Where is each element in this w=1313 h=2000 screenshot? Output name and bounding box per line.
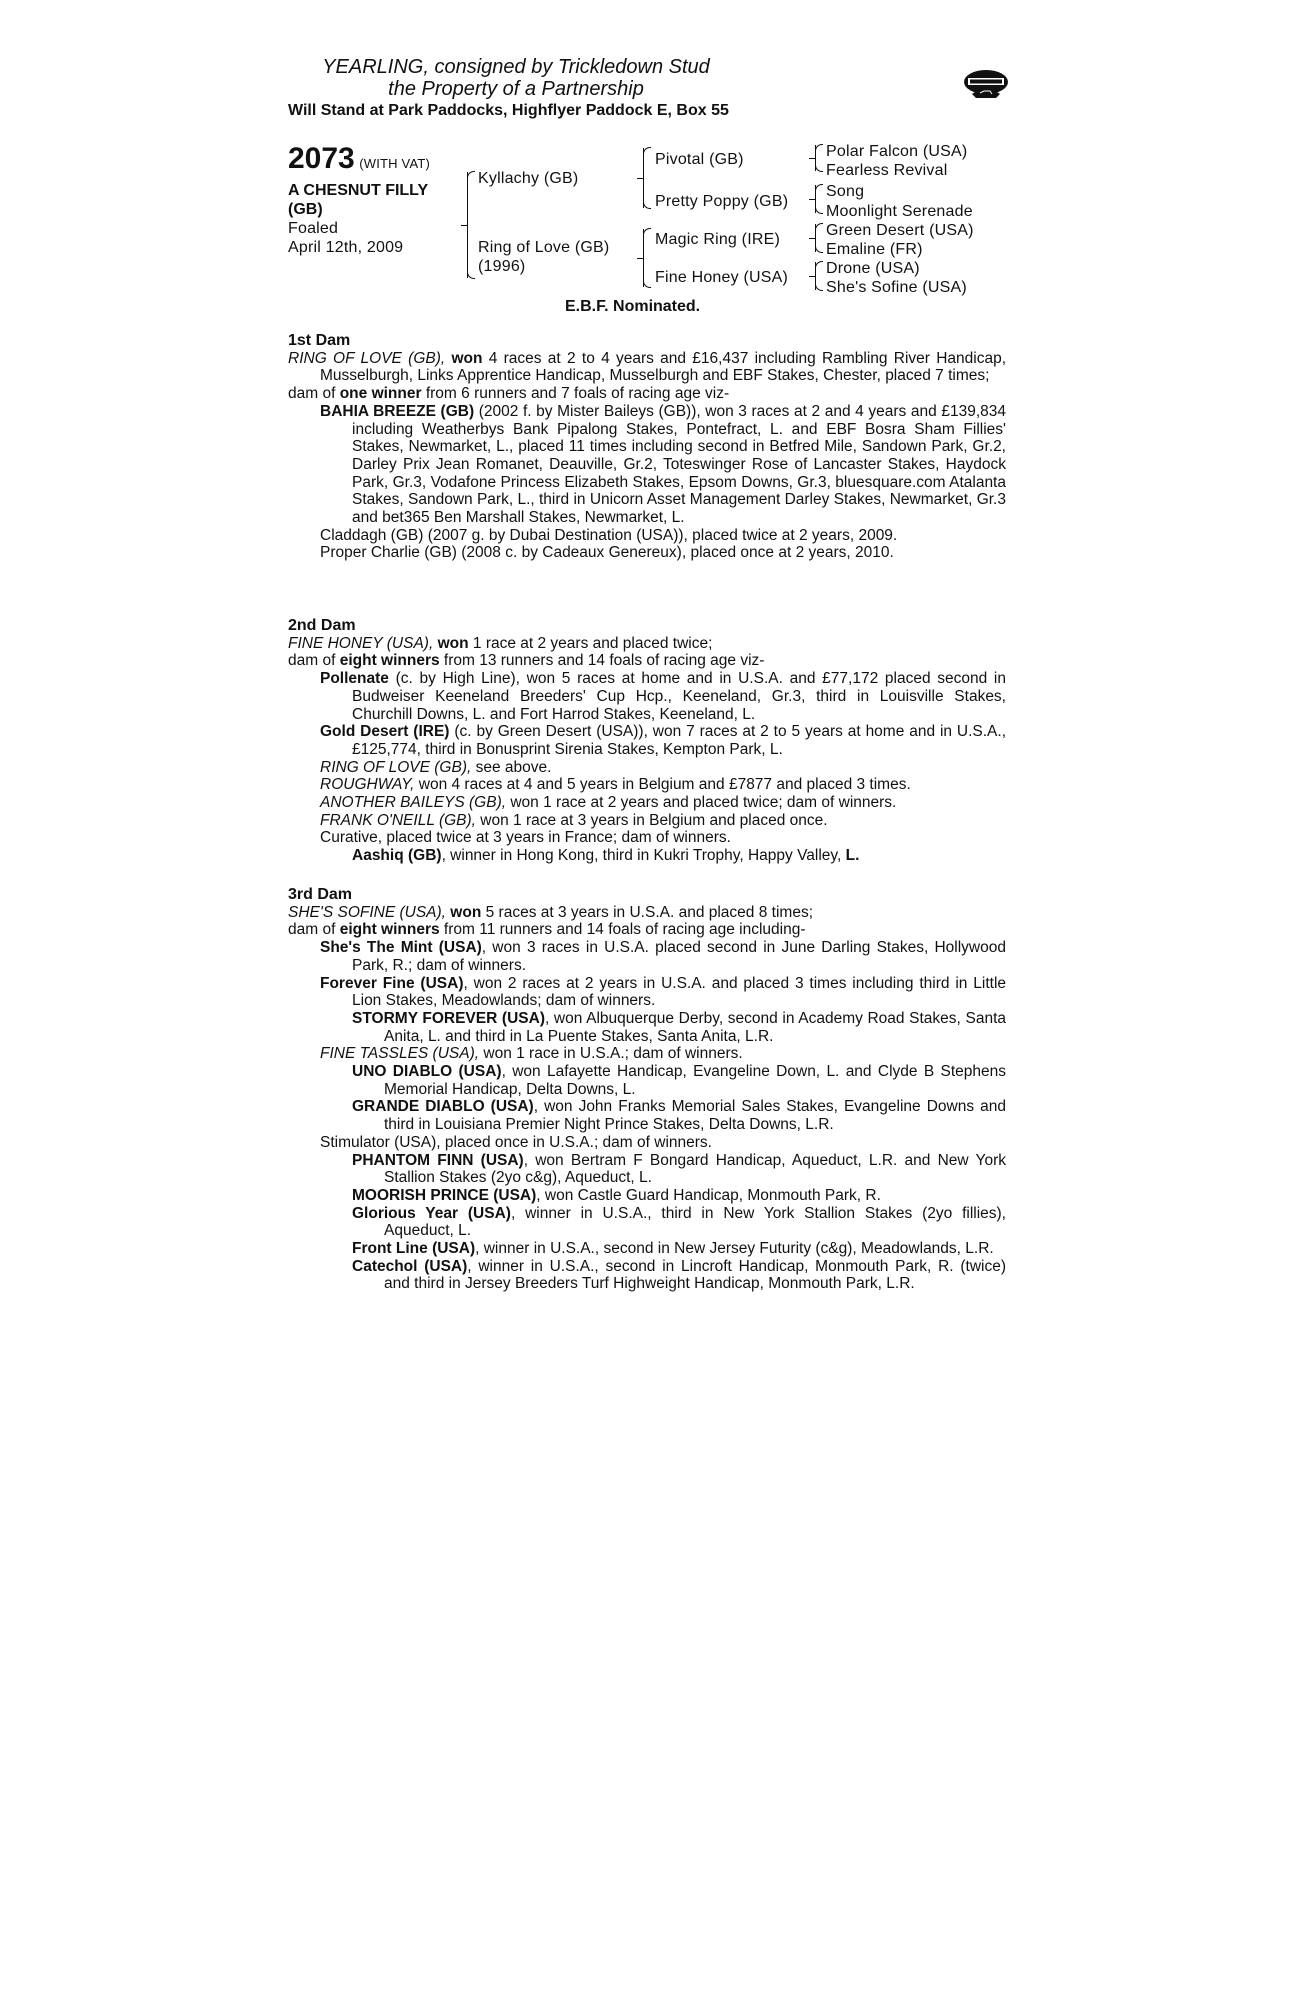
pedigree-g8: She's Sofine (USA) bbox=[826, 279, 967, 296]
section-first-dam bbox=[288, 332, 1006, 562]
produce-record: , won 2 races at 2 years in U.S.A. and placed 3 times including third in Little Lion Stakes, Meadowlands; dam of winners. bbox=[352, 974, 1007, 1010]
lot-number-line bbox=[288, 142, 430, 176]
produce-entry bbox=[288, 794, 1006, 812]
pedigree-brace-g1 bbox=[815, 145, 816, 171]
produce-name: Pollenate bbox=[320, 670, 389, 688]
grand-produce-entry bbox=[288, 1240, 1006, 1258]
produce-entry bbox=[288, 670, 1006, 723]
dam-name: RING OF LOVE (GB), bbox=[288, 349, 446, 367]
grand-produce-entry bbox=[288, 1205, 1006, 1240]
race-record-text: 4 races at 2 to 4 years and £16,437 including Rambling River Handicap, Musselburgh, Links Apprentice Handicap, Musselburgh and EBF Stakes, Chester, placed 7 times; bbox=[320, 349, 1007, 385]
pedigree-dam-dam: Fine Honey (USA) bbox=[655, 269, 789, 286]
produce-name: Catechol (USA) bbox=[352, 1257, 468, 1275]
runners-summary: from 13 runners and 14 foals of racing age viz- bbox=[443, 652, 765, 670]
produce-name: Front Line (USA) bbox=[352, 1240, 476, 1258]
dam-name: FINE HONEY (USA), bbox=[288, 634, 434, 652]
produce-name: PHANTOM FINN (USA) bbox=[352, 1151, 524, 1169]
pedigree-brace-dam bbox=[643, 229, 644, 287]
dam-of-label: dam of bbox=[288, 385, 336, 403]
dam-of-label: dam of bbox=[288, 921, 336, 939]
produce-entry bbox=[288, 939, 1006, 974]
won-label: won bbox=[437, 634, 469, 652]
won-label: won bbox=[451, 349, 483, 367]
grand-produce-entry bbox=[288, 1010, 1006, 1045]
produce-entry: Curative, placed twice at 3 years in France; dam of winners. bbox=[320, 829, 731, 847]
produce-entry: Proper Charlie (GB) (2008 c. by Cadeaux Genereux), placed once at 2 years, 2010. bbox=[320, 544, 894, 562]
section-title: 3rd Dam bbox=[288, 886, 353, 903]
pedigree-brace-g2 bbox=[815, 185, 816, 213]
header-location: Will Stand at Park Paddocks, Highflyer Paddock E, Box 55 bbox=[288, 102, 729, 119]
produce-entry bbox=[288, 403, 1006, 527]
section-title: 2nd Dam bbox=[288, 617, 356, 634]
produce-name: GRANDE DIABLO (USA) bbox=[352, 1098, 534, 1116]
dam-race-record bbox=[288, 904, 1006, 922]
produce-entry bbox=[288, 812, 1006, 830]
pedigree-brace-g4 bbox=[815, 262, 816, 290]
pedigree-g4: Moonlight Serenade bbox=[826, 203, 973, 220]
produce-name: FRANK O'NEILL (GB), bbox=[320, 811, 476, 829]
grand-produce-entry bbox=[288, 1152, 1006, 1187]
produce-name: STORMY FOREVER (USA) bbox=[352, 1009, 545, 1027]
race-record-text: 1 race at 2 years and placed twice; bbox=[472, 634, 713, 652]
produce-name: Glorious Year (USA) bbox=[352, 1204, 511, 1222]
pedigree-brace-main bbox=[467, 172, 468, 278]
produce-record: , won Bertram F Bongard Handicap, Aqueduct, L.R. and New York Stallion Stakes (2yo c&g), Aqueduct, L. bbox=[384, 1151, 1006, 1187]
runners-summary: from 6 runners and 7 foals of racing age viz- bbox=[425, 385, 730, 403]
produce-record: won 1 race at 3 years in Belgium and placed once. bbox=[480, 811, 828, 829]
pedigree-sire-dam: Pretty Poppy (GB) bbox=[655, 193, 789, 210]
grand-produce-entry bbox=[288, 847, 1006, 865]
pedigree-g7: Drone (USA) bbox=[826, 260, 920, 277]
produce-record: see above. bbox=[475, 758, 552, 776]
pedigree-g2: Fearless Revival bbox=[826, 162, 948, 179]
foaled-date: April 12th, 2009 bbox=[288, 239, 404, 256]
grand-produce-entry bbox=[288, 1063, 1006, 1098]
section-second-dam bbox=[288, 617, 1006, 865]
pedigree-g1: Polar Falcon (USA) bbox=[826, 143, 968, 160]
produce-record: , winner in Hong Kong, third in Kukri Trophy, Happy Valley, bbox=[441, 847, 842, 865]
pedigree-sire-sire: Pivotal (GB) bbox=[655, 151, 744, 168]
listed-marker: L. bbox=[845, 847, 860, 865]
produce-record: , won Albuquerque Derby, second in Academy Road Stakes, Santa Anita, L. and third in La Puente Stakes, Santa Anita, L.R. bbox=[384, 1009, 1006, 1045]
header-consignor: YEARLING, consigned by Trickledown Stud bbox=[322, 56, 710, 78]
produce-record: , won John Franks Memorial Sales Stakes, Evangeline Downs and third in Louisiana Premier Night Prince Stakes, Delta Downs, L.R. bbox=[384, 1098, 1006, 1134]
dam-race-record bbox=[288, 635, 1006, 653]
produce-name: ROUGHWAY, bbox=[320, 776, 415, 794]
produce-record: (2002 f. by Mister Baileys (GB)), won 3 races at 2 and 4 years and £139,834 including Weatherbys Bank Pipalong Stakes, Pontefract, L. and EBF Bosra Sham Fillies' Stakes, Newmarket, L., placed 11 times including second in Betfred Mile, Sandown Park, Gr.2, Darley Prix Jean Romanet, Deauville, Gr.2, Toteswinger Rose of Lancaster Stakes, Haydock Park, Gr.3, Vodafone Princess Elizabeth Stakes, Epsom Downs, Gr.3, bluesquare.com Atalanta Stakes, Sandown Park, L., third in Unicorn Asset Management Darley Stakes, Newmarket, Gr.3 and bet365 Ben Marshall Stakes, Newmarket, L. bbox=[352, 402, 1006, 527]
produce-name: Aashiq (GB) bbox=[352, 847, 442, 865]
produce-record: , won Castle Guard Handicap, Monmouth Park, R. bbox=[536, 1186, 881, 1204]
produce-name: RING OF LOVE (GB), bbox=[320, 758, 472, 776]
pedigree-g5: Green Desert (USA) bbox=[826, 222, 974, 239]
dam-of-line bbox=[288, 652, 1006, 670]
produce-record: (c. by Green Desert (USA)), won 7 races at 2 to 5 years at home and in U.S.A., £125,774, third in Bonusprint Sirenia Stakes, Kempton Park, L. bbox=[352, 723, 1007, 758]
dam-of-label: dam of bbox=[288, 652, 336, 670]
pedigree-brace-sire bbox=[643, 148, 644, 208]
pedigree-dam: Ring of Love (GB) bbox=[478, 239, 610, 256]
produce-record: , won 3 races in U.S.A. placed second in June Darling Stakes, Hollywood Park, R.; dam of winners. bbox=[352, 939, 1006, 974]
race-record-text: 5 races at 3 years in U.S.A. and placed 8 times; bbox=[485, 903, 813, 921]
produce-record: , winner in U.S.A., second in Lincroft Handicap, Monmouth Park, R. (twice) and third in Jersey Breeders Turf Highweight Handicap, Monmouth Park, L.R. bbox=[384, 1257, 1006, 1293]
section-third-dam bbox=[288, 886, 1006, 1293]
horse-emblem-icon bbox=[962, 66, 1010, 102]
foaled-label: Foaled bbox=[288, 220, 339, 237]
pedigree-g6: Emaline (FR) bbox=[826, 241, 923, 258]
produce-entry: Stimulator (USA), placed once in U.S.A.; dam of winners. bbox=[320, 1133, 712, 1151]
pedigree-brace-g3 bbox=[815, 224, 816, 252]
vat-note: (WITH VAT) bbox=[359, 156, 431, 171]
winner-count: one winner bbox=[339, 385, 422, 403]
produce-name: ANOTHER BAILEYS (GB), bbox=[320, 794, 507, 812]
header-property: the Property of a Partnership bbox=[388, 78, 644, 100]
produce-record: won 1 race at 2 years and placed twice; dam of winners. bbox=[510, 794, 897, 812]
produce-entry bbox=[288, 975, 1006, 1010]
pedigree-dam-sire: Magic Ring (IRE) bbox=[655, 231, 781, 248]
section-title: 1st Dam bbox=[288, 332, 351, 349]
pedigree-sire: Kyllachy (GB) bbox=[478, 170, 579, 187]
produce-record: , won Lafayette Handicap, Evangeline Down, L. and Clyde B Stephens Memorial Handicap, Delta Downs, L. bbox=[384, 1063, 1006, 1098]
produce-entry bbox=[288, 723, 1006, 758]
pedigree-g3: Song bbox=[826, 183, 865, 200]
pedigree-dam-year: (1996) bbox=[478, 258, 526, 275]
grand-produce-entry bbox=[288, 1258, 1006, 1293]
dam-of-line bbox=[288, 921, 1006, 939]
produce-entry bbox=[288, 776, 1006, 794]
produce-name: She's The Mint (USA) bbox=[320, 939, 482, 957]
produce-name: MOORISH PRINCE (USA) bbox=[352, 1186, 537, 1204]
runners-summary: from 11 runners and 14 foals of racing age including- bbox=[443, 921, 806, 939]
produce-entry: Claddagh (GB) (2007 g. by Dubai Destination (USA)), placed twice at 2 years, 2009. bbox=[320, 526, 898, 544]
produce-record: won 4 races at 4 and 5 years in Belgium and £7877 and placed 3 times. bbox=[418, 776, 911, 794]
produce-record: , winner in U.S.A., second in New Jersey Futurity (c&g), Meadowlands, L.R. bbox=[475, 1240, 994, 1258]
winner-count: eight winners bbox=[339, 921, 440, 939]
dam-race-record bbox=[288, 350, 1006, 385]
produce-record: , winner in U.S.A., third in New York Stallion Stakes (2yo fillies), Aqueduct, L. bbox=[384, 1204, 1006, 1240]
grand-produce-entry bbox=[288, 1187, 1006, 1205]
won-label: won bbox=[450, 903, 482, 921]
produce-entry bbox=[288, 759, 1006, 777]
produce-name: Gold Desert (IRE) bbox=[320, 723, 450, 741]
produce-name: FINE TASSLES (USA), bbox=[320, 1045, 480, 1063]
ebf-nomination: E.B.F. Nominated. bbox=[565, 298, 701, 315]
produce-record: won 1 race in U.S.A.; dam of winners. bbox=[483, 1045, 743, 1063]
produce-name: BAHIA BREEZE (GB) bbox=[320, 402, 475, 420]
dam-name: SHE'S SOFINE (USA), bbox=[288, 903, 446, 921]
grand-produce-entry bbox=[288, 1098, 1006, 1133]
produce-entry bbox=[288, 1045, 1006, 1063]
produce-name: UNO DIABLO (USA) bbox=[352, 1063, 502, 1081]
lot-description: A CHESNUT FILLY bbox=[288, 182, 429, 199]
winner-count: eight winners bbox=[339, 652, 440, 670]
dam-of-line bbox=[288, 385, 1006, 403]
produce-name: Forever Fine (USA) bbox=[320, 974, 464, 992]
lot-breeding-country: (GB) bbox=[288, 201, 323, 218]
lot-number: 2073 bbox=[288, 142, 355, 175]
produce-record: (c. by High Line), won 5 races at home and in U.S.A. and £77,172 placed second in Budweiser Keeneland Breeders' Cup Hcp., Keeneland, Gr.3, third in Louisville Stakes, Churchill Downs, L. and Fort Harrod Stakes, Keeneland, L. bbox=[352, 670, 1006, 723]
